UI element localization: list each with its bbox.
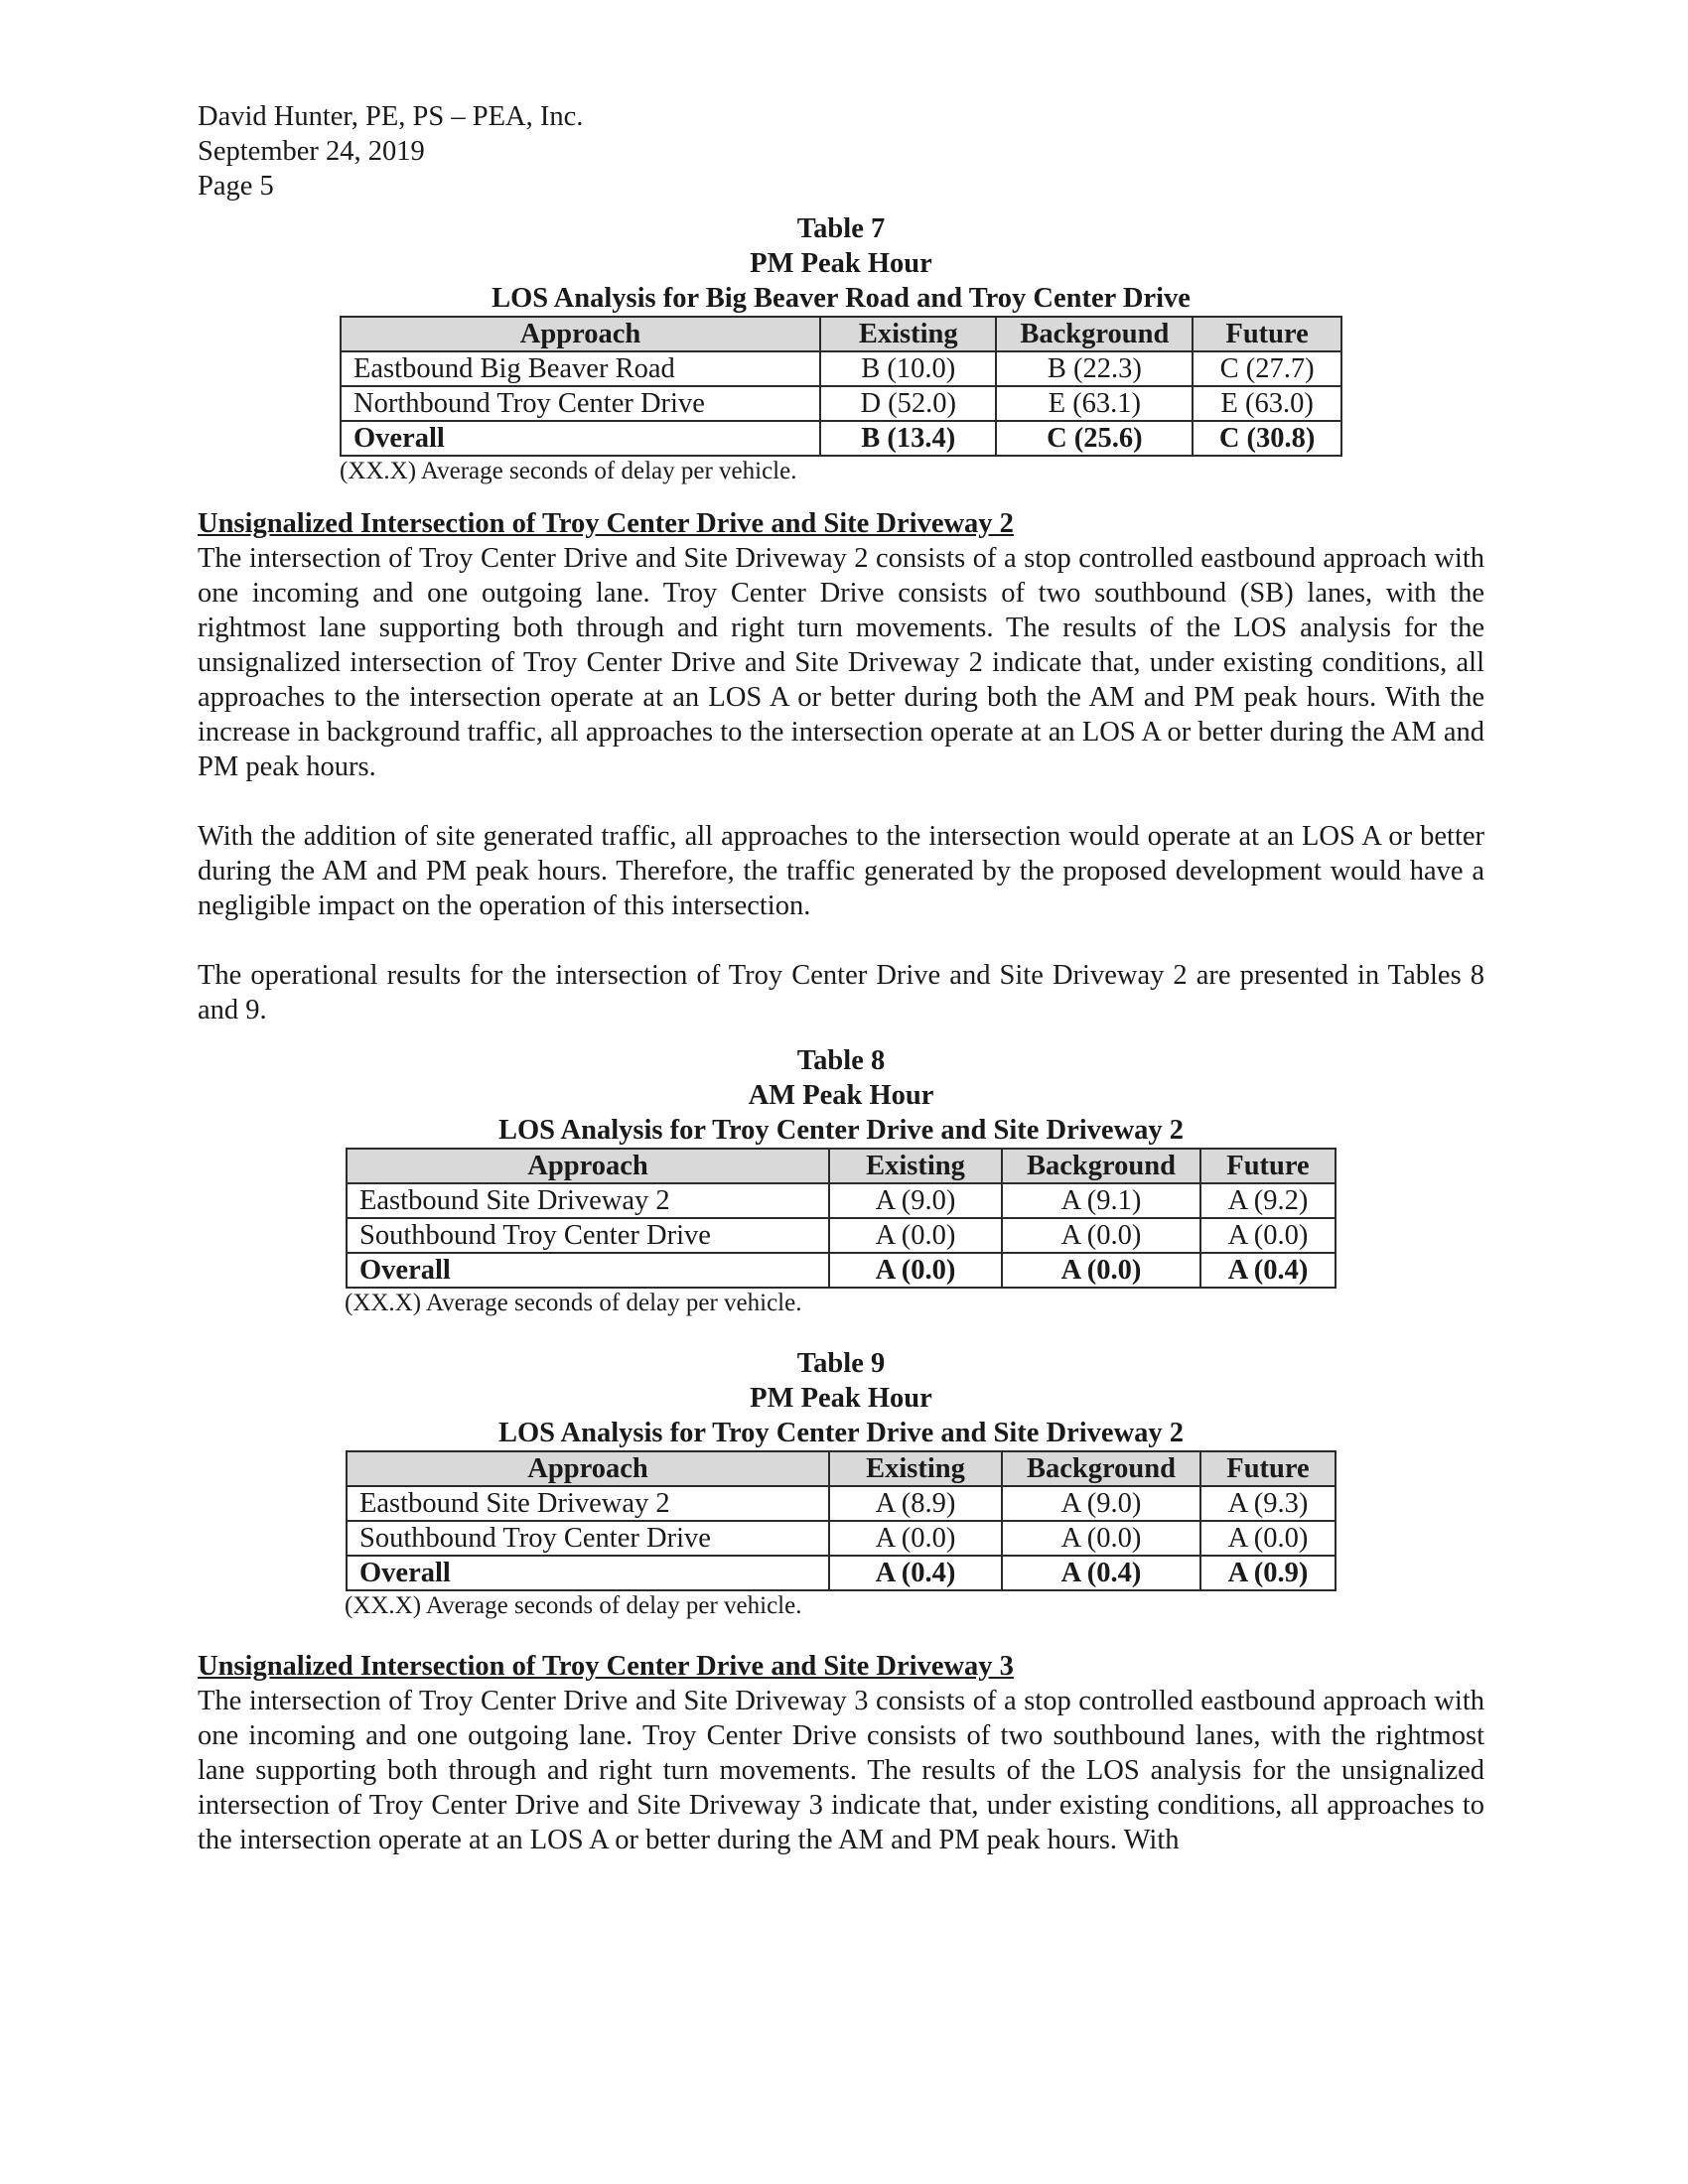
table-9-number: Table 9	[796, 1348, 886, 1379]
col-future: Future	[1193, 317, 1341, 351]
approach-cell: Northbound Troy Center Drive	[341, 386, 820, 421]
letter-header	[198, 99, 1484, 204]
existing-cell: B (10.0)	[820, 351, 996, 386]
background-cell: C (25.6)	[996, 421, 1193, 456]
future-cell: A (0.9)	[1200, 1556, 1336, 1590]
col-background: Background	[1002, 1451, 1200, 1486]
future-cell: C (30.8)	[1193, 421, 1341, 456]
table-row	[341, 386, 1341, 421]
col-future: Future	[1200, 1149, 1336, 1183]
col-existing: Existing	[820, 317, 996, 351]
background-cell: A (0.0)	[1002, 1253, 1200, 1288]
table-9-title: LOS Analysis for Troy Center Drive and Site Driveway 2	[497, 1418, 1185, 1448]
future-cell: E (63.0)	[1193, 386, 1341, 421]
col-background: Background	[1002, 1149, 1200, 1183]
existing-cell: A (0.0)	[829, 1218, 1002, 1253]
table-8-block	[345, 1043, 1337, 1318]
future-cell: A (0.4)	[1200, 1253, 1336, 1288]
approach-cell: Overall	[347, 1253, 829, 1288]
background-cell: E (63.1)	[996, 386, 1193, 421]
background-cell: B (22.3)	[996, 351, 1193, 386]
table-7-number: Table 7	[796, 213, 886, 244]
header-date: September 24, 2019	[198, 136, 425, 167]
table-row	[347, 1183, 1336, 1218]
approach-cell: Eastbound Site Driveway 2	[347, 1486, 829, 1521]
existing-cell: A (9.0)	[829, 1183, 1002, 1218]
approach-cell: Overall	[347, 1556, 829, 1590]
table-8-number: Table 8	[796, 1045, 886, 1076]
table-8-note: (XX.X) Average seconds of delay per vehicle.	[345, 1290, 802, 1316]
table-7-period: PM Peak Hour	[750, 248, 932, 279]
col-approach: Approach	[341, 317, 820, 351]
paragraph: With the addition of site generated traffic, all approaches to the intersection would operate at an LOS A or better during the AM and PM peak hours. Therefore, the traffic generated by the proposed development would have a negligible impact on the operation of this intersection.	[198, 821, 1484, 921]
header-page: Page 5	[198, 171, 274, 202]
existing-cell: A (8.9)	[829, 1486, 1002, 1521]
table-row	[341, 351, 1341, 386]
existing-cell: D (52.0)	[820, 386, 996, 421]
document-page	[198, 99, 1484, 1857]
background-cell: A (0.0)	[1002, 1521, 1200, 1556]
approach-cell: Southbound Troy Center Drive	[347, 1218, 829, 1253]
table-8-title: LOS Analysis for Troy Center Drive and Site Driveway 2	[497, 1115, 1185, 1146]
approach-cell: Eastbound Site Driveway 2	[347, 1183, 829, 1218]
paragraph: The intersection of Troy Center Drive and Site Driveway 2 consists of a stop controlled eastbound approach with one incoming and one outgoing lane. Troy Center Drive consists of two southbound (SB) lanes, with the rightmost lane supporting both through and right turn movements. The results of the LOS analysis for the unsignalized intersection of Troy Center Drive and Site Driveway 2 indicate that, under existing conditions, all approaches to the intersection operate at an LOS A or better during both the AM and PM peak hours. With the increase in background traffic, all approaches to the intersection operate at an LOS A or better during the AM and PM peak hours.	[198, 543, 1484, 782]
table-row-overall	[341, 421, 1341, 456]
paragraph: The operational results for the intersection of Troy Center Drive and Site Driveway 2 are presented in Tables 8 and 9.	[198, 960, 1484, 1025]
background-cell: A (9.0)	[1002, 1486, 1200, 1521]
table-9-period: PM Peak Hour	[750, 1383, 932, 1414]
table-header-row	[347, 1451, 1336, 1486]
col-approach: Approach	[347, 1149, 829, 1183]
background-cell: A (9.1)	[1002, 1183, 1200, 1218]
col-future: Future	[1200, 1451, 1336, 1486]
table-9	[346, 1450, 1336, 1591]
future-cell: A (9.2)	[1200, 1183, 1336, 1218]
col-approach: Approach	[347, 1451, 829, 1486]
existing-cell: B (13.4)	[820, 421, 996, 456]
table-8-period: AM Peak Hour	[748, 1080, 934, 1111]
table-header-row	[341, 317, 1341, 351]
table-7-block	[340, 211, 1342, 486]
approach-cell: Eastbound Big Beaver Road	[341, 351, 820, 386]
table-9-note: (XX.X) Average seconds of delay per vehicle.	[345, 1592, 802, 1619]
table-row	[347, 1521, 1336, 1556]
table-7	[340, 316, 1342, 457]
paragraph: The intersection of Troy Center Drive and Site Driveway 3 consists of a stop controlled eastbound approach with one incoming and one outgoing lane. Troy Center Drive consists of two southbound lanes, with the rightmost lane supporting both through and right turn movements. The results of the LOS analysis for the unsignalized intersection of Troy Center Drive and Site Driveway 3 indicate that, under existing conditions, all approaches to the intersection operate at an LOS A or better during the AM and PM peak hours. With	[198, 1686, 1484, 1855]
table-header-row	[347, 1149, 1336, 1183]
existing-cell: A (0.0)	[829, 1521, 1002, 1556]
table-row	[347, 1486, 1336, 1521]
section-heading-driveway-3: Unsignalized Intersection of Troy Center Drive and Site Driveway 3	[198, 1651, 1014, 1682]
future-cell: A (0.0)	[1200, 1218, 1336, 1253]
background-cell: A (0.0)	[1002, 1218, 1200, 1253]
col-existing: Existing	[829, 1149, 1002, 1183]
table-row-overall	[347, 1556, 1336, 1590]
table-7-title: LOS Analysis for Big Beaver Road and Troy Center Drive	[492, 283, 1191, 314]
existing-cell: A (0.4)	[829, 1556, 1002, 1590]
table-row	[347, 1218, 1336, 1253]
table-9-block	[345, 1346, 1337, 1621]
header-author: David Hunter, PE, PS – PEA, Inc.	[198, 101, 584, 132]
future-cell: A (9.3)	[1200, 1486, 1336, 1521]
table-row-overall	[347, 1253, 1336, 1288]
background-cell: A (0.4)	[1002, 1556, 1200, 1590]
future-cell: A (0.0)	[1200, 1521, 1336, 1556]
future-cell: C (27.7)	[1193, 351, 1341, 386]
table-8	[346, 1148, 1336, 1289]
section-heading-driveway-2: Unsignalized Intersection of Troy Center Drive and Site Driveway 2	[198, 508, 1014, 539]
table-7-note: (XX.X) Average seconds of delay per vehicle.	[340, 458, 797, 484]
col-existing: Existing	[829, 1451, 1002, 1486]
col-background: Background	[996, 317, 1193, 351]
existing-cell: A (0.0)	[829, 1253, 1002, 1288]
approach-cell: Overall	[341, 421, 820, 456]
approach-cell: Southbound Troy Center Drive	[347, 1521, 829, 1556]
